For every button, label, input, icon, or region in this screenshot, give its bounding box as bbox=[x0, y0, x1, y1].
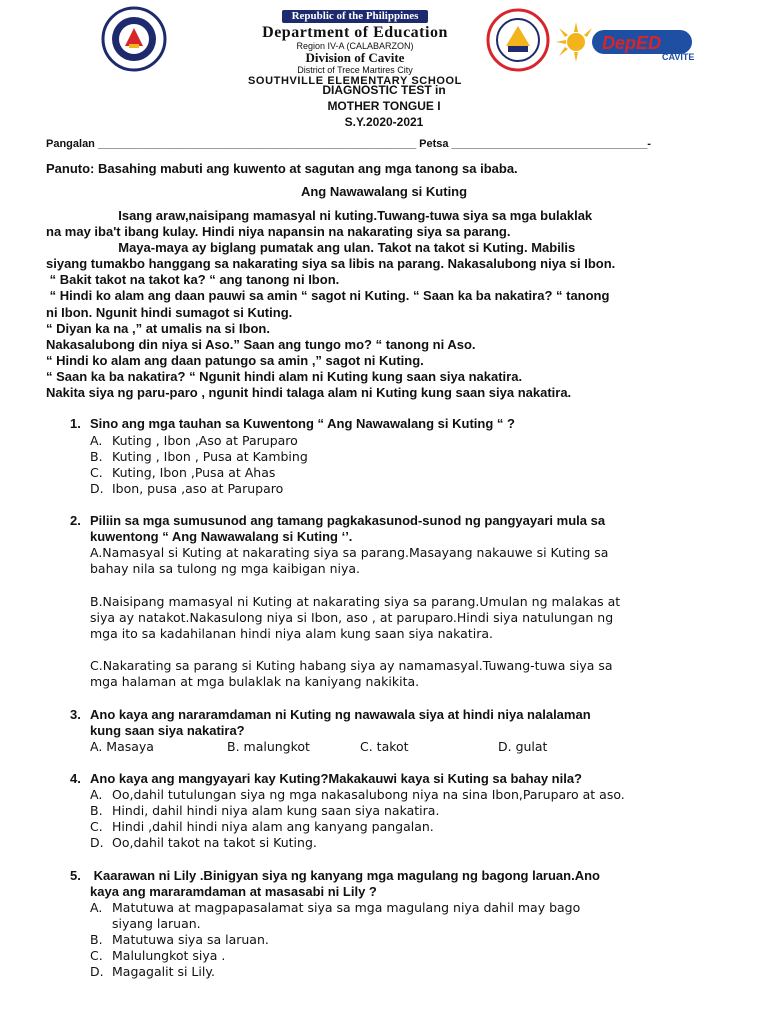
option-text: Kuting , Ibon , Pusa at Kambing bbox=[112, 449, 308, 464]
question-text-line: Piliin sa mga sumusunod ang tamang pagkakasunod-sunod ng pangyayari mula sa bbox=[90, 513, 606, 528]
option-text bbox=[112, 900, 580, 932]
option-b[interactable]: B. malungkot bbox=[227, 739, 310, 754]
option-text-line: Matutuwa at magpapasalamat siya sa mga magulang niya dahil may bago bbox=[112, 900, 581, 915]
region-name: Region IV-A (CALABARZON) bbox=[296, 41, 414, 51]
republic-label: Republic of the Philippines bbox=[282, 10, 429, 23]
story-line: “ Diyan ka na ,” at umalis na si Ibon. bbox=[46, 320, 270, 336]
question-text-line: Kaarawan ni Lily .Binigyan siya ng kanyang mga magulang ng bagong laruan.Ano bbox=[90, 868, 600, 883]
story-title: Ang Nawawalang si Kuting bbox=[300, 184, 468, 199]
subject-title: MOTHER TONGUE I bbox=[327, 99, 441, 113]
story-line: siyang tumakbo hanggang sa nakarating siya sa libis na parang. Nakasalubong niya si Ibon. bbox=[46, 256, 616, 272]
school-seal-icon bbox=[486, 8, 550, 72]
option-letter: B. bbox=[90, 803, 103, 818]
paragraph-line: C.Nakarating sa parang si Kuting habang siya ay namamasyal.Tuwang-tuwa siya sa bbox=[90, 658, 613, 673]
choice-paragraph-c[interactable] bbox=[90, 658, 613, 690]
option-letter: D. bbox=[90, 835, 104, 850]
question-number: 1. bbox=[70, 416, 81, 431]
option-text: Oo,dahil tutulungan siya ng mga nakasalubong niya na sina Ibon,Paruparo at aso. bbox=[112, 787, 625, 802]
paragraph-line: bahay nila sa tulong ng mga kaibigan niya. bbox=[90, 561, 361, 576]
paragraph-line: mga ito sa kadahilanan hindi niya alam kung saan siya nakatira. bbox=[90, 626, 493, 641]
question-text-line: kaya ang mararamdaman at masasabi ni Lily ? bbox=[90, 884, 377, 899]
school-name: SOUTHVILLE ELEMENTARY SCHOOL bbox=[248, 75, 462, 87]
option-letter: A. bbox=[90, 433, 103, 448]
paragraph-line: B.Naisipang mamasyal ni Kuting at nakarating siya sa parang.Umulan ng malakas at bbox=[90, 594, 621, 609]
question-number: 3. bbox=[70, 707, 81, 722]
paragraph-line: mga halaman at mga bulaklak na kaniyang nakikita. bbox=[90, 674, 420, 689]
option-a[interactable]: A. Masaya bbox=[90, 739, 154, 754]
option-letter: C. bbox=[90, 465, 103, 480]
story-line: Isang araw,naisipang mamasyal ni kuting.Tuwang-tuwa siya sa mga bulaklak bbox=[46, 208, 593, 223]
question-text bbox=[90, 868, 600, 900]
question-number: 2. bbox=[70, 513, 81, 528]
option-text: Kuting , Ibon ,Aso at Paruparo bbox=[112, 433, 298, 448]
option-text: Malulungkot siya . bbox=[112, 948, 226, 963]
option-letter: A. bbox=[90, 787, 103, 802]
story-line: Nakasalubong din niya si Aso.” Saan ang tungo mo? “ tanong ni Aso. bbox=[46, 336, 476, 352]
option-text: Matutuwa siya sa laruan. bbox=[112, 932, 269, 947]
paragraph-line: A.Namasyal si Kuting at nakarating siya sa parang.Masayang nakauwe si Kuting sa bbox=[90, 545, 609, 560]
story-line: na may iba't ibang kulay. Hindi niya napansin na nakarating siya sa parang. bbox=[46, 224, 511, 240]
story-line: “ Saan ka ba nakatira? “ Ngunit hindi alam ni Kuting kung saan siya nakatira. bbox=[46, 368, 523, 384]
question-number: 4. bbox=[70, 771, 81, 786]
option-letter: B. bbox=[90, 932, 103, 947]
option-letter: A. bbox=[90, 900, 103, 915]
question-text-line: Ano kaya ang mangyayari kay Kuting?Makakauwi kaya si Kuting sa bahay nila? bbox=[90, 771, 583, 786]
division-name: Division of Cavite bbox=[305, 50, 405, 65]
story-line: “ Hindi ko alam ang daan patungo sa amin ,” sagot ni Kuting. bbox=[46, 352, 424, 368]
story-line: “ Hindi ko alam ang daan pauwi sa amin “ sagot ni Kuting. “ Saan ka ba nakatira? “ tanong bbox=[46, 288, 610, 304]
question-text bbox=[90, 771, 582, 787]
story-line: Nakita siya ng paru-paro , ngunit hindi talaga alam ni Kuting kung saan siya nakatira. bbox=[46, 385, 572, 401]
option-letter: D. bbox=[90, 481, 104, 496]
choice-paragraph-b[interactable] bbox=[90, 594, 620, 642]
school-year: S.Y.2020-2021 bbox=[344, 115, 424, 129]
option-text: Hindi, dahil hindi niya alam kung saan siya nakatira. bbox=[112, 803, 440, 818]
svg-text:CAVITE: CAVITE bbox=[662, 52, 695, 62]
option-letter: C. bbox=[90, 819, 103, 834]
svg-text:DepED: DepED bbox=[602, 33, 662, 53]
instructions: Panuto: Basahing mabuti ang kuwento at sagutan ang mga tanong sa ibaba. bbox=[46, 161, 518, 176]
letterhead-text bbox=[200, 6, 510, 88]
paragraph-line: siya ay natakot.Nakasulong niya si Ibon, aso , at paruparo.Hindi siya natulungan ng bbox=[90, 610, 614, 625]
question-text bbox=[90, 707, 591, 739]
story-body bbox=[46, 208, 736, 401]
question-text-line: kung saan siya nakatira? bbox=[90, 723, 245, 738]
question-text bbox=[90, 416, 515, 432]
test-title: DIAGNOSTIC TEST in bbox=[322, 83, 446, 97]
letterhead bbox=[0, 0, 768, 87]
question-text bbox=[90, 513, 605, 545]
deped-cavite-logo bbox=[554, 20, 740, 64]
story-line: Maya-maya ay biglang pumatak ang ulan. Takot na takot si Kuting. Mabilis bbox=[46, 240, 576, 256]
option-text: Magagalit si Lily. bbox=[112, 964, 215, 979]
question-text-line: Ano kaya ang nararamdaman ni Kuting ng nawawala siya at hindi niya nalalaman bbox=[90, 707, 591, 722]
option-d[interactable]: D. gulat bbox=[498, 739, 548, 754]
name-date-line: Pangalan ____________________________________________________ Petsa ________________________________- bbox=[46, 138, 651, 150]
question-text-line: kuwentong “ Ang Nawawalang si Kuting ‘’. bbox=[90, 529, 353, 544]
option-letter: C. bbox=[90, 948, 103, 963]
option-text: Oo,dahil takot na takot si Kuting. bbox=[112, 835, 317, 850]
choice-paragraph-a[interactable] bbox=[90, 545, 608, 577]
story-line: ni Ibon. Ngunit hindi sumagot si Kuting. bbox=[46, 304, 293, 320]
department-name: Department of Education bbox=[262, 24, 448, 41]
question-text-line: Sino ang mga tauhan sa Kuwentong “ Ang Nawawalang si Kuting “ ? bbox=[90, 416, 515, 431]
option-text: Ibon, pusa ,aso at Paruparo bbox=[112, 481, 284, 496]
story-line: “ Bakit takot na takot ka? “ ang tanong ni Ibon. bbox=[46, 272, 340, 288]
inline-options bbox=[90, 739, 590, 755]
option-c[interactable]: C. takot bbox=[360, 739, 409, 754]
deped-seal-icon bbox=[101, 6, 167, 72]
option-text: Kuting, Ibon ,Pusa at Ahas bbox=[112, 465, 276, 480]
district-name: District of Trece Martires City bbox=[297, 65, 413, 75]
option-text-line: siyang laruan. bbox=[112, 916, 201, 931]
option-letter: B. bbox=[90, 449, 103, 464]
option-letter: D. bbox=[90, 964, 104, 979]
question-number: 5. bbox=[70, 868, 81, 883]
option-text: Hindi ,dahil hindi niya alam ang kanyang pangalan. bbox=[112, 819, 434, 834]
